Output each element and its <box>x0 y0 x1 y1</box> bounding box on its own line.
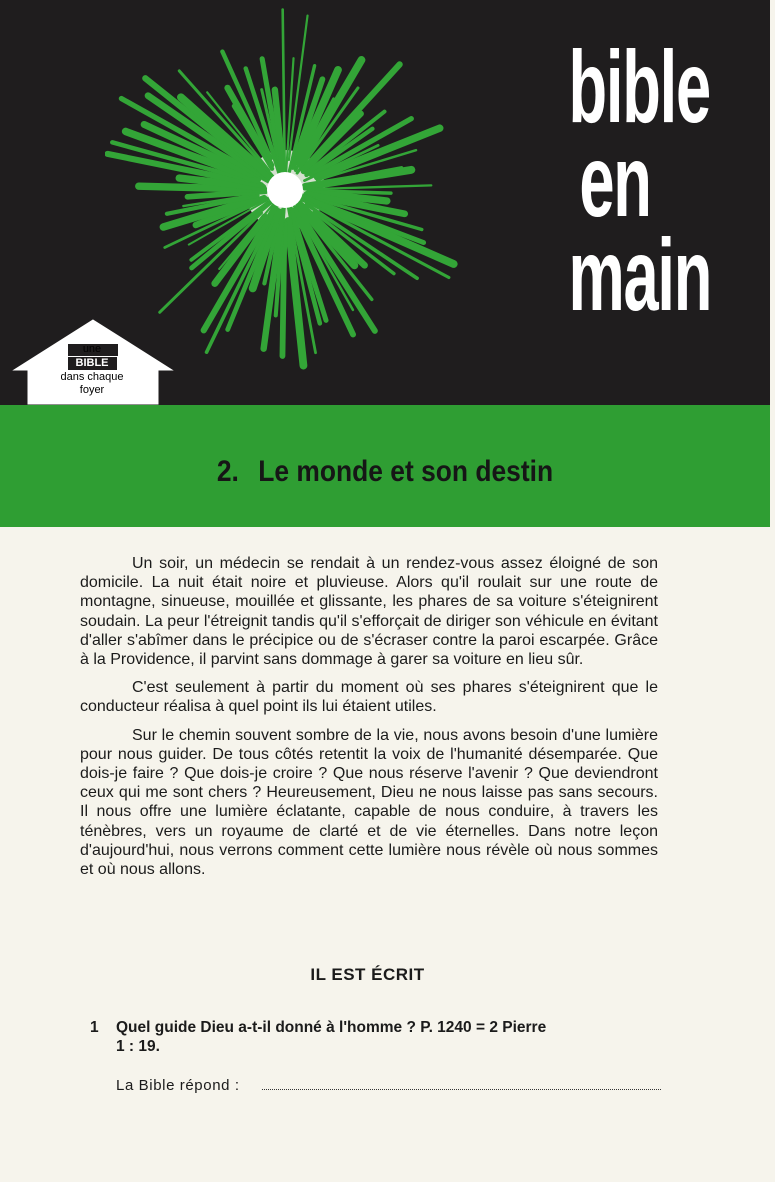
chapter-title <box>46 455 724 489</box>
chapter-name: Le monde et son destin <box>258 455 554 488</box>
paragraph: Sur le chemin souvent sombre de la vie, nous avons besoin d'une lumière pour nous guider. De tous côtés retentit la voix de l'humanité désemparée. Que dois-je faire ? Que dois-je croire ? Que nous réserve l'avenir ? Que deviendront ceux qui me sont chers ? Heureusement, Dieu ne nous laisse pas sans secours. Il nous offre une lumière éclatante, capable de nous conduire, à travers les ténèbres, vers un royaume de clarté et de vie éternelles. Dans notre leçon d'aujourd'hui, nous verrons comment cette lumière nous révèle où nous sommes et où nous allons. <box>80 726 658 879</box>
logo-line-bible: BIBLE <box>68 357 117 370</box>
lesson-intro <box>80 554 658 888</box>
paragraph: C'est seulement à partir du moment où ses phares s'éteignirent que le conducteur réalisa à quel point ils lui étaient utiles. <box>80 679 658 716</box>
header-panel <box>0 0 770 405</box>
answer-field[interactable] <box>262 1077 661 1090</box>
question-number: 1 <box>90 1019 99 1036</box>
answer-row <box>116 1077 661 1094</box>
answer-label: La Bible répond : <box>116 1077 240 1094</box>
question-reference: 1 : 19. <box>116 1038 160 1055</box>
logo-line-une: une <box>82 343 102 355</box>
question-text: Quel guide Dieu a-t-il donné à l'homme ? P. 1240 = 2 Pierre <box>116 1019 547 1036</box>
logo-line-foyer: foyer <box>79 384 105 396</box>
section-heading: IL EST ÉCRIT <box>310 965 425 984</box>
title-line-2: en <box>579 124 651 238</box>
title-line-3: main <box>568 218 712 332</box>
paragraph: Un soir, un médecin se rendait à un rendez-vous assez éloigné de son domicile. La nuit était noire et pluvieuse. Alors qu'il roulait sur une route de montagne, sinueuse, mouillée et glissante, les phares de sa voiture s'éteignirent soudain. La peur l'étreignit tandis qu'il s'efforçait de diriger son véhicule en évitant d'aller s'abîmer dans le précipice ou de s'écraser contre la paroi escarpée. Grâce à la Providence, il parvint sans dommage à garer sa voiture en lieu sûr. <box>80 555 658 669</box>
chapter-number: 2. <box>216 455 239 488</box>
logo-line-dans-chaque: dans chaque <box>60 371 124 383</box>
bible-en-main-logo <box>540 30 712 332</box>
burst-core <box>267 172 303 208</box>
title-line-1: bible <box>568 30 710 144</box>
house-logo-text <box>28 343 156 397</box>
question-item <box>90 1018 658 1056</box>
